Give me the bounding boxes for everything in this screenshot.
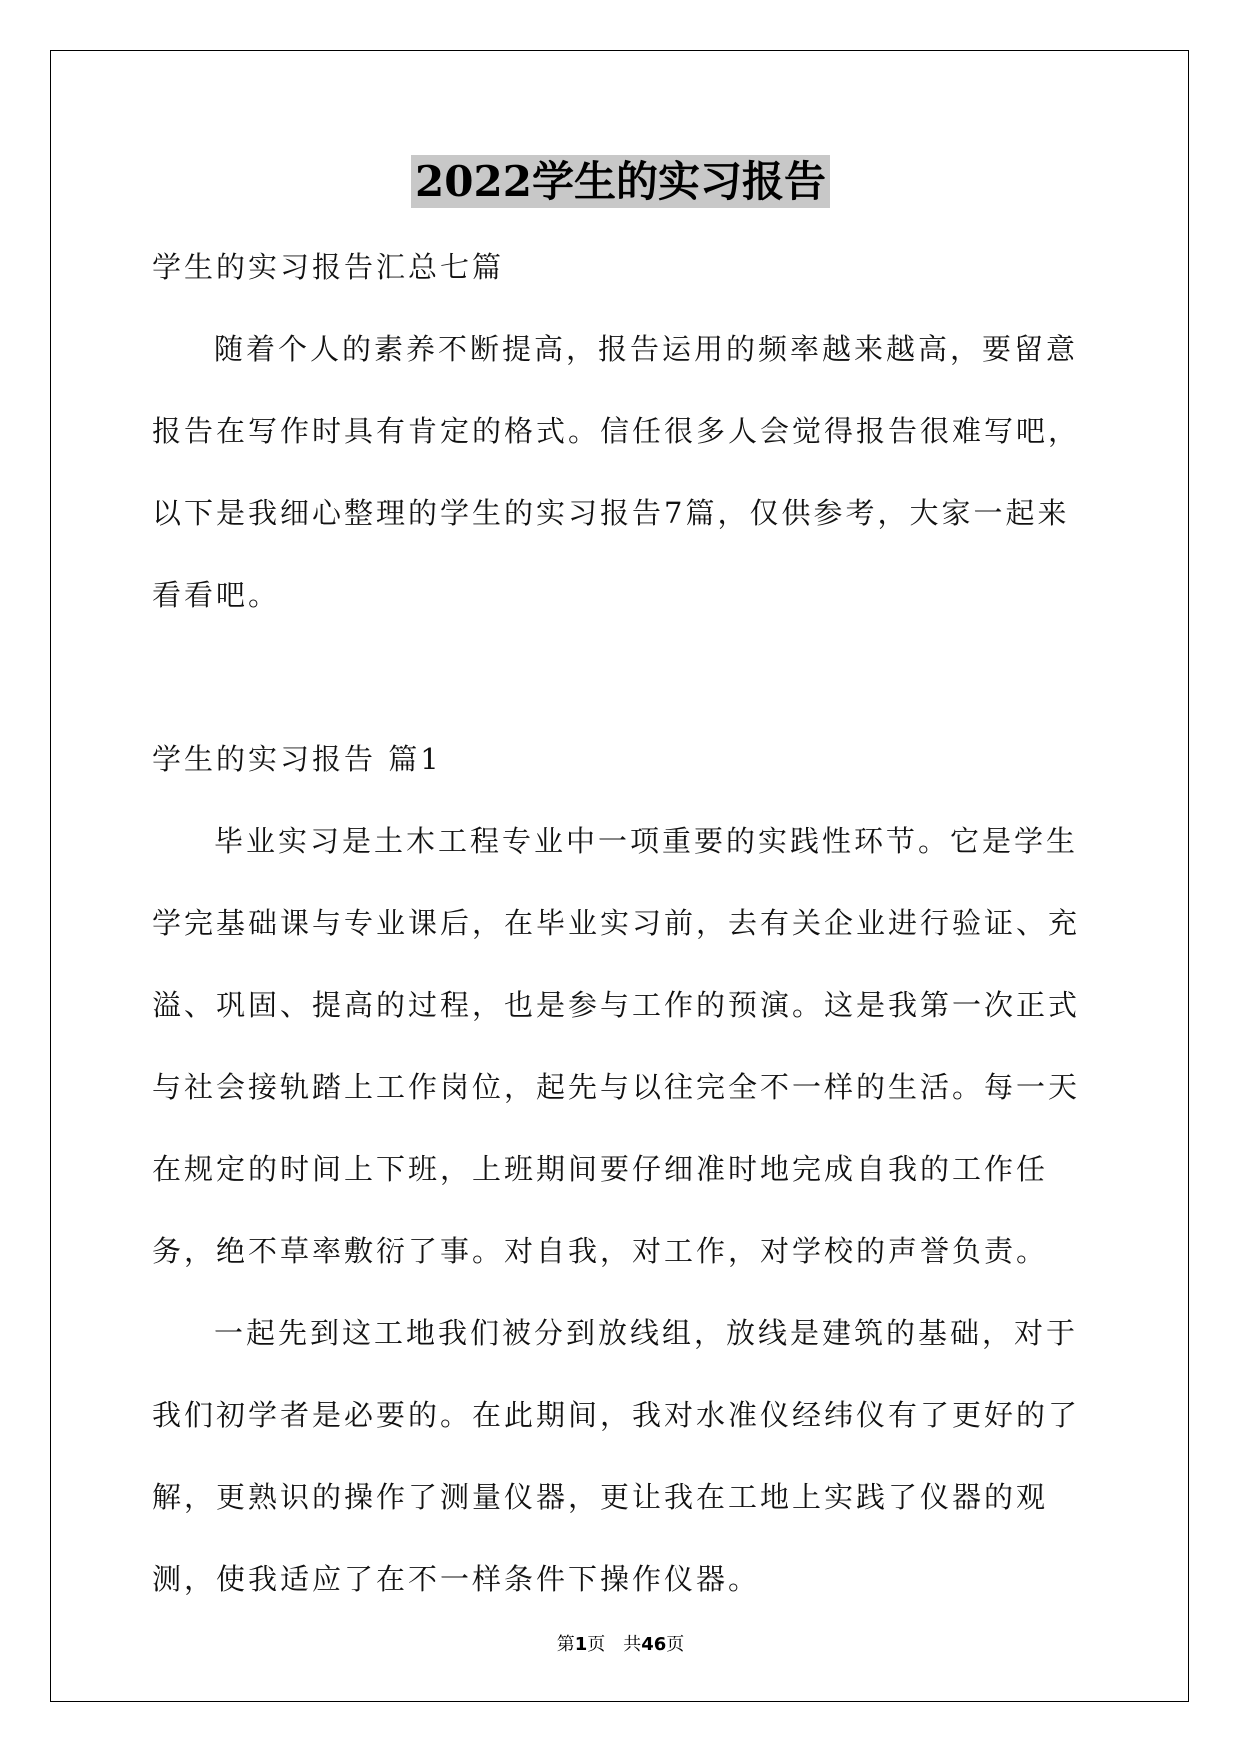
section-heading: 学生的实习报告 篇1: [152, 742, 442, 776]
document-body: [152, 226, 1092, 1620]
page-footer: [0, 1630, 1241, 1656]
intro-paragraph: 随着个人的素养不断提高，报告运用的频率越来越高，要留意报告在写作时具有肯定的格式。信任很多人会觉得报告很难写吧，以下是我细心整理的学生的实习报告7篇，仅供参考，大家一起来看看吧。: [152, 332, 1081, 612]
body-paragraph-1: 毕业实习是土木工程专业中一项重要的实践性环节。它是学生学完基础课与专业课后，在毕业实习前，去有关企业进行验证、充溢、巩固、提高的过程，也是参与工作的预演。这是我第一次正式与社会接轨踏上工作岗位，起先与以往完全不一样的生活。每一天在规定的时间上下班，上班期间要仔细准时地完成自我的工作任务，绝不草率敷衍了事。对自我，对工作，对学校的声誉负责。: [152, 824, 1081, 1268]
footer-page-prefix: 第: [556, 1634, 575, 1655]
footer-page-mid: 页 共: [587, 1634, 642, 1655]
document-title: [0, 152, 1241, 212]
section-spacer: [152, 636, 1092, 718]
document-title-text: 2022学生的实习报告: [411, 155, 830, 208]
footer-total-pages: 46: [641, 1634, 667, 1655]
body-paragraph-2: 一起先到这工地我们被分到放线组，放线是建筑的基础，对于我们初学者是必要的。在此期间，我对水准仪经纬仪有了更好的了解，更熟识的操作了测量仪器，更让我在工地上实践了仪器的观测，使我适应了在不一样条件下操作仪器。: [152, 1316, 1081, 1596]
footer-page-suffix: 页: [666, 1634, 685, 1655]
footer-page-number: 1: [574, 1634, 588, 1655]
document-subtitle: 学生的实习报告汇总七篇: [152, 250, 505, 284]
